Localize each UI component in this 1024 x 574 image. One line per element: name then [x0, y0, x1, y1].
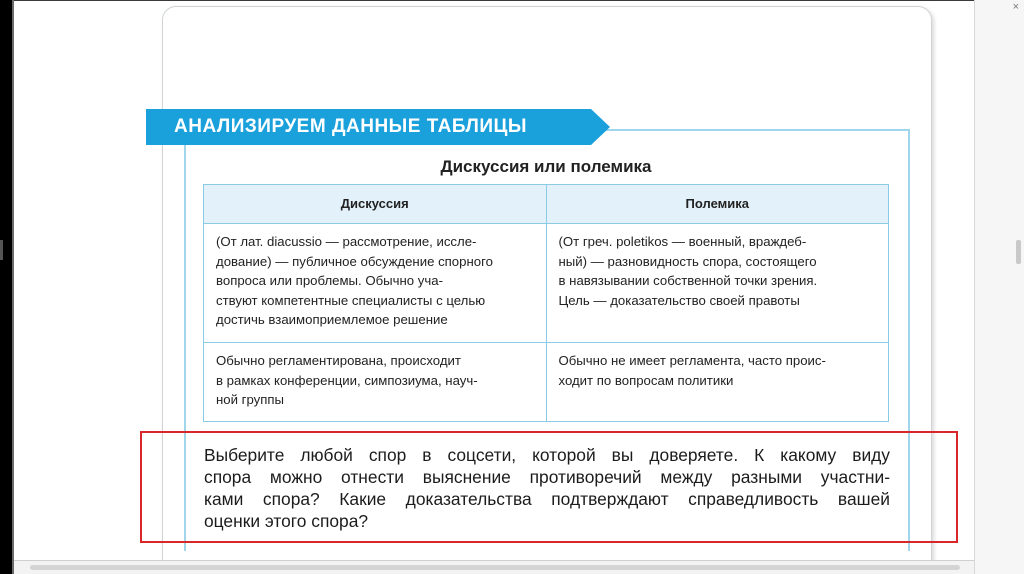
right-side-panel — [974, 0, 1024, 574]
cell-line: ходит по вопросам политики — [558, 372, 734, 388]
cell-line: ный) — разновидность спора, состоящего — [558, 253, 817, 269]
cell-line: (От лат. diacussio — рассмотрение, иссле- — [216, 234, 477, 249]
question-line: спора можно отнести выяснение противоречий между разными участни- — [204, 467, 890, 487]
cell-line: в рамках конференции, симпозиума, науч- — [216, 372, 478, 388]
table-row-regulation — [204, 343, 889, 422]
cell-line: Обычно регламентирована, происходит — [216, 353, 461, 368]
top-border — [14, 0, 974, 1]
horizontal-scrollbar-thumb[interactable] — [30, 565, 960, 570]
cell-discussion-regulation — [204, 343, 547, 422]
question-highlight-box — [140, 431, 958, 543]
section-banner — [146, 109, 610, 145]
cell-line: вопроса или проблемы. Обычно уча- — [216, 273, 443, 288]
header-polemic: Полемика — [546, 185, 889, 224]
left-border-inner — [12, 0, 14, 574]
banner-title: АНАЛИЗИРУЕМ ДАННЫЕ ТАБЛИЦЫ — [174, 116, 527, 137]
cell-discussion-definition — [204, 224, 547, 343]
cell-line: ной группы — [216, 392, 284, 407]
table-row-definition — [204, 224, 889, 343]
vertical-scrollbar-thumb[interactable] — [1016, 240, 1021, 264]
cell-polemic-definition — [546, 224, 889, 343]
cell-line: ствуют компетентные специалисты с целью — [216, 292, 486, 308]
cell-line: достичь взаимоприемлемое решение — [216, 312, 448, 327]
left-border — [0, 0, 12, 574]
cell-line: Обычно не имеет регламента, часто проис- — [558, 353, 826, 368]
header-discussion: Дискуссия — [204, 185, 547, 224]
cell-line: Цель — доказательство своей правоты — [558, 292, 800, 308]
question-line: ками спора? Какие доказательства подтверждают справедливость вашей — [204, 489, 890, 509]
cell-line: дование) — публичное обсуждение спорного — [216, 253, 493, 269]
cell-line: (От греч. poletikos — военный, враждеб- — [558, 234, 807, 249]
close-icon[interactable]: × — [1012, 1, 1019, 13]
question-line: Выберите любой спор в соцсети, которой вы доверяете. К какому виду — [204, 445, 890, 465]
table-title: Дискуссия или полемика — [440, 157, 652, 176]
cell-polemic-regulation — [546, 343, 889, 422]
comparison-table — [203, 184, 889, 422]
question-line: оценки этого спора? — [204, 511, 369, 531]
question-text — [204, 444, 890, 532]
left-scroll-marker — [0, 240, 3, 260]
cell-line: в навязывании собственной точки зрения. — [558, 273, 818, 288]
table-header-row — [204, 185, 889, 224]
